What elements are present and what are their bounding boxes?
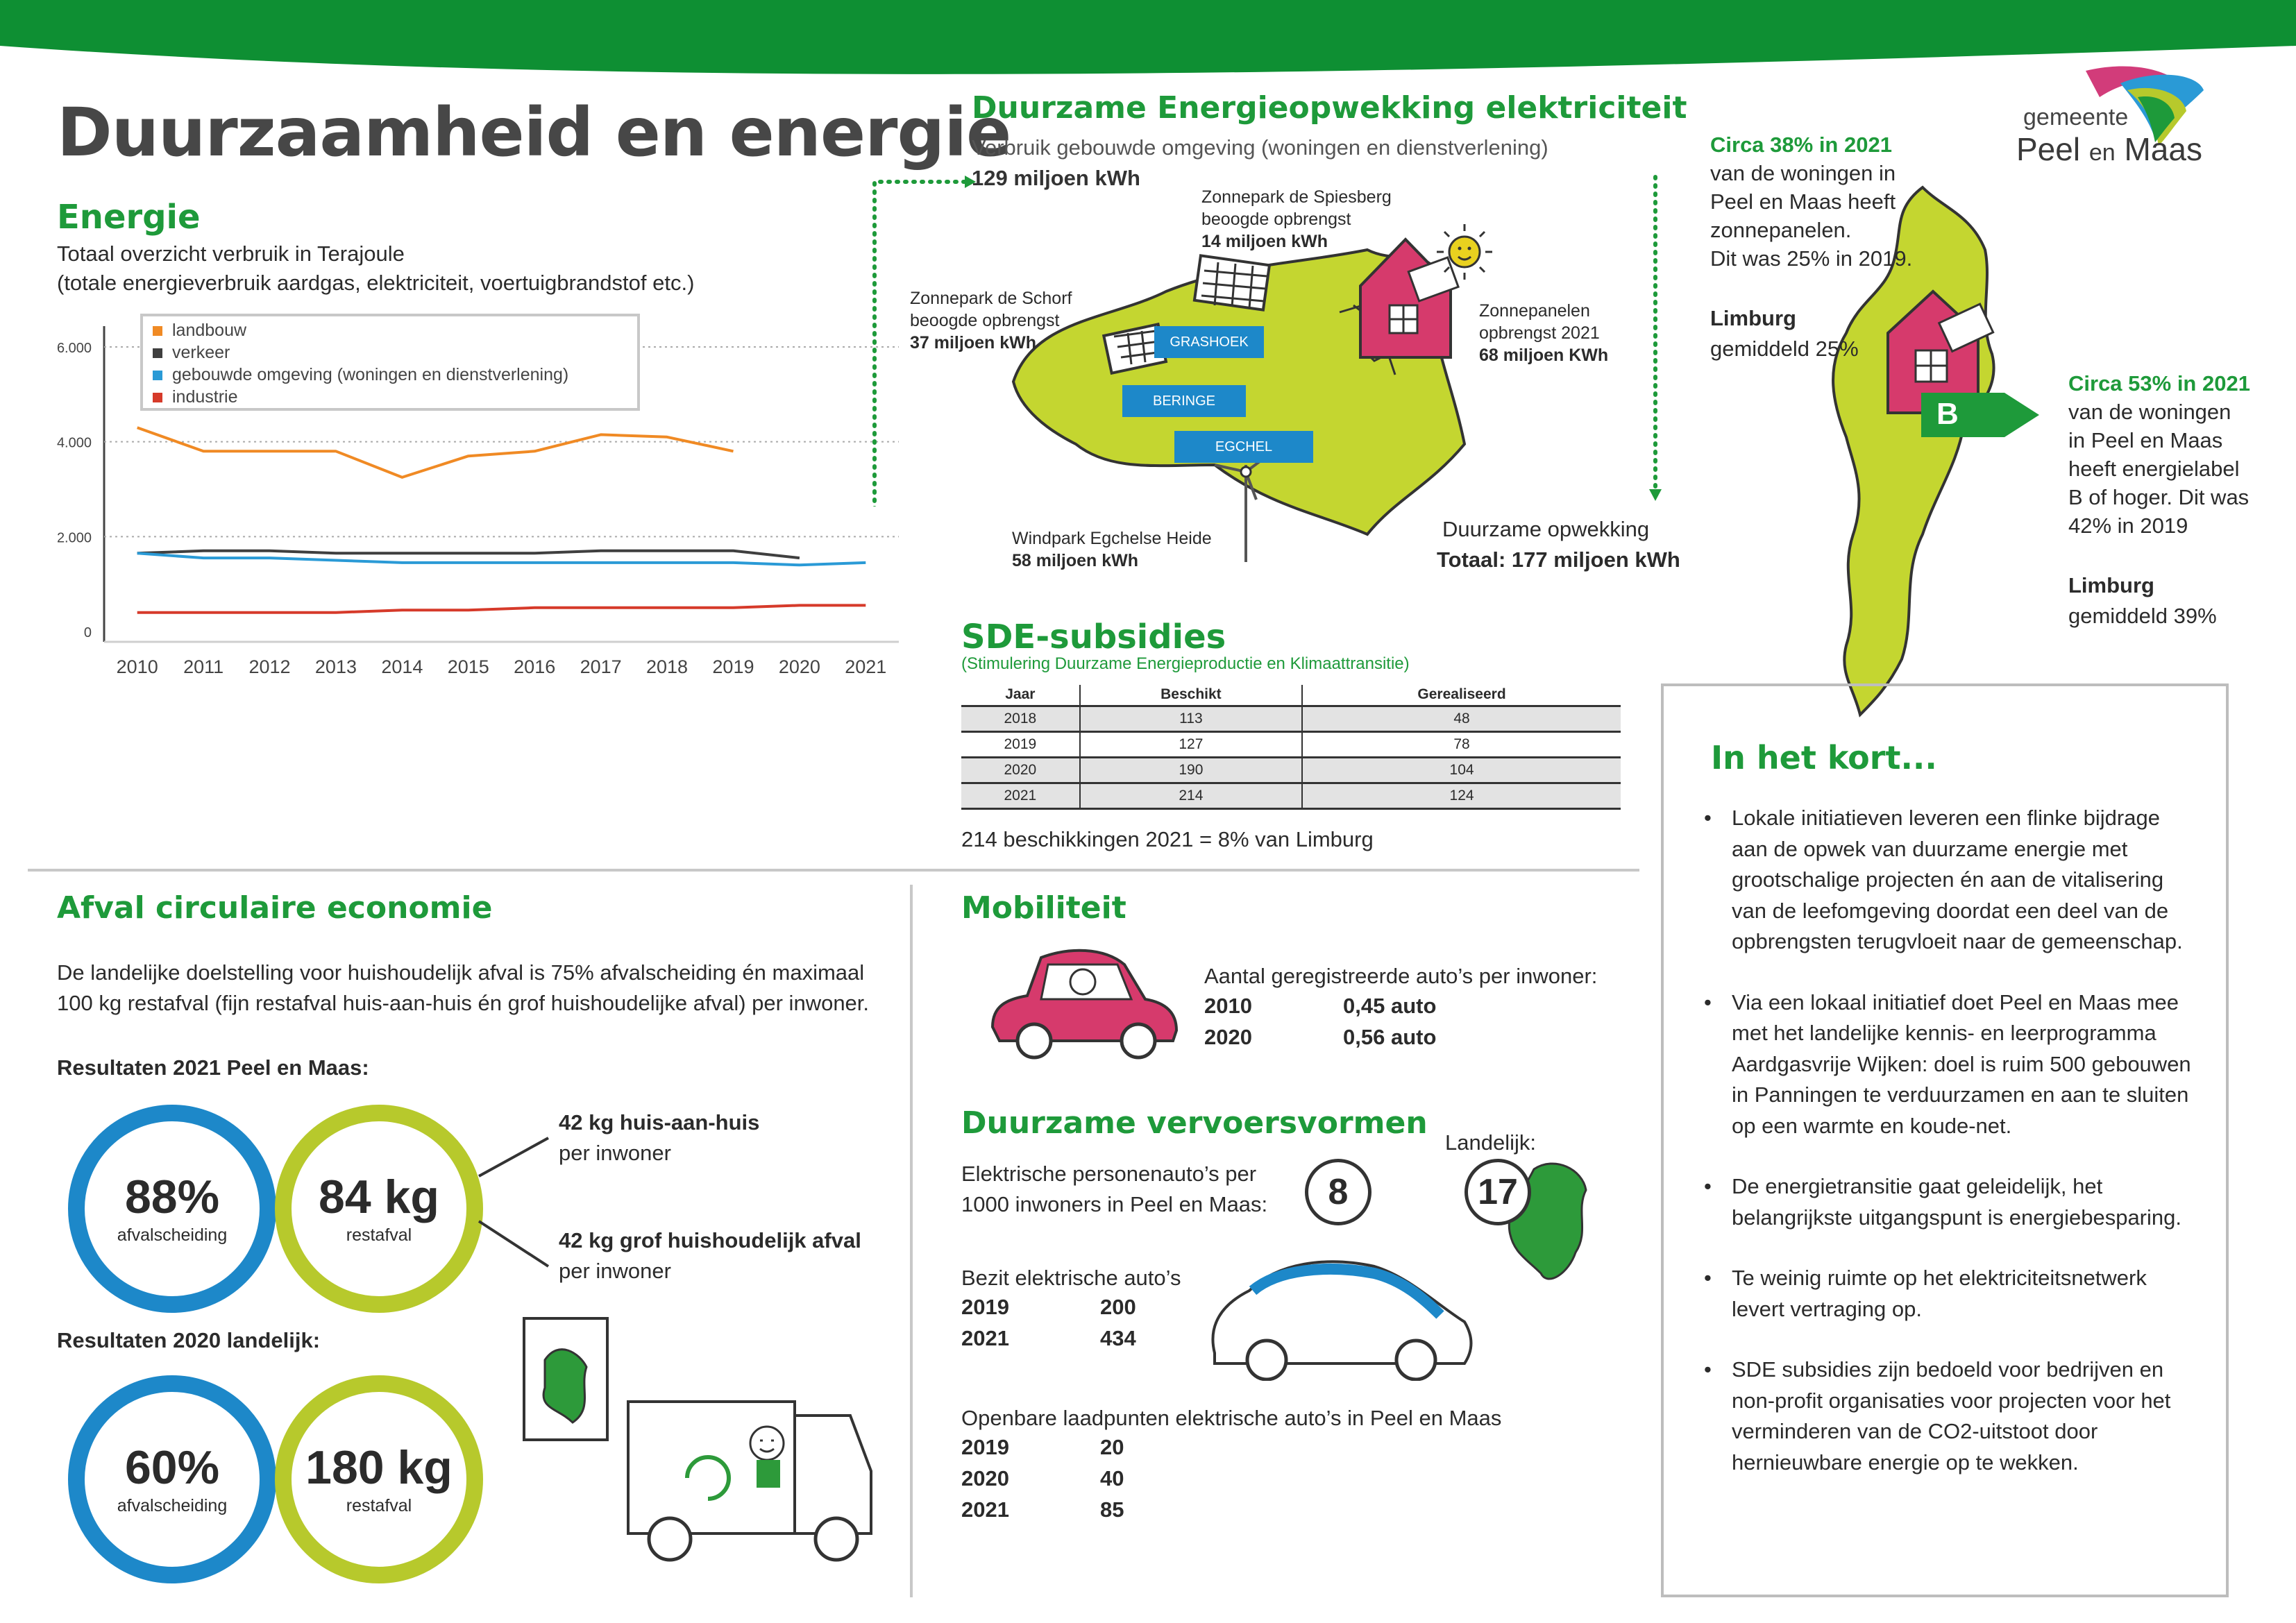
column-header: Gerealiseerd — [1302, 685, 1621, 706]
y-tick-label: 6.000 — [56, 341, 92, 356]
ring-value: 180 kg — [305, 1441, 453, 1494]
auto-year-2010: 2010 — [1204, 994, 1252, 1018]
table-cell: 2020 — [961, 757, 1080, 783]
laad-value-2019: 20 — [1100, 1435, 1124, 1459]
ev-national-count: 17 — [1464, 1159, 1531, 1225]
series-line-gebouwde — [137, 553, 866, 565]
sun-icon — [1433, 221, 1496, 283]
list-item: • De energietransitie gaat geleidelijk, het belangrijkste uitgangspunt is energiebesparing. — [1698, 1171, 2198, 1233]
energie-heading: Energie — [57, 198, 201, 237]
x-tick-label: 2011 — [183, 656, 224, 677]
sde-table-header — [961, 685, 1621, 706]
legend-item-gebouwde-omgeving: gebouwde omgeving (woningen en dienstverlening) — [153, 365, 568, 385]
auto-value-2020: 0,56 auto — [1343, 1025, 1437, 1049]
x-tick-label: 2016 — [514, 656, 556, 677]
legend-swatch — [153, 326, 162, 336]
table-cell: 104 — [1302, 757, 1621, 783]
energy-line-chart — [42, 305, 902, 694]
column-header: Beschikt — [1080, 685, 1302, 706]
vervoer-heading: Duurzame vervoersvormen — [961, 1105, 1428, 1141]
table-cell: 124 — [1302, 783, 1621, 808]
table-cell: 127 — [1080, 731, 1302, 757]
table-cell: 2018 — [961, 706, 1080, 731]
huis-aan-huis-info: 42 kg huis-aan-huis per inwoner — [559, 1110, 760, 1165]
energy-label-letter: B — [1936, 397, 1959, 431]
results-2020-label: Resultaten 2020 landelijk: — [57, 1328, 321, 1352]
auto-value-2010: 0,45 auto — [1343, 994, 1437, 1018]
table-cell: 190 — [1080, 757, 1302, 783]
x-tick-label: 2010 — [116, 656, 158, 677]
table-row — [961, 706, 1621, 731]
place-label-egchel: EGCHEL — [1174, 431, 1313, 463]
split-lines — [472, 1128, 562, 1287]
x-tick-label: 2014 — [381, 656, 423, 677]
landelijk-label: Landelijk: — [1445, 1130, 1536, 1155]
energy-label-badge — [1921, 393, 2039, 437]
mobiliteit-heading: Mobiliteit — [961, 890, 1126, 926]
x-tick-label: 2017 — [580, 656, 622, 677]
list-item: • Te weinig ruimte op het elektriciteitsnetwerk levert vertraging op. — [1698, 1263, 2198, 1325]
table-cell: 2021 — [961, 783, 1080, 808]
zonnepanelen-label: Zonnepanelen opbrengst 2021 68 miljoen KWh — [1479, 301, 1609, 365]
bezit-year-2019: 2019 — [961, 1295, 1009, 1319]
ring-pm-restafval — [275, 1105, 483, 1313]
kort-heading: In het kort... — [1711, 739, 1937, 776]
top-bar-curve — [0, 28, 2296, 90]
municipality-logo — [2016, 62, 2218, 173]
laadpunten-label: Openbare laadpunten elektrische auto’s in Peel en Maas — [961, 1406, 1502, 1430]
grof-afval-info: 42 kg grof huishoudelijk afval per inwoner — [559, 1228, 861, 1283]
table-cell: 2019 — [961, 731, 1080, 757]
zonnepanelen-info: Circa 38% in 2021 van de woningen in Peel en Maas heeft zonnepanelen. Dit was 25% in 2019. — [1710, 133, 1913, 271]
schorf-label: Zonnepark de Schorf beoogde opbrengst 37 miljoen kWh — [910, 289, 1072, 352]
legend-item-industrie: industrie — [153, 387, 238, 407]
laad-value-2020: 40 — [1100, 1466, 1124, 1490]
totaal-label: Duurzame opwekking — [1442, 517, 1650, 541]
series-line-landbouw — [137, 427, 734, 477]
list-item: • SDE subsidies zijn bedoeld voor bedrijven en non-profit organisaties voor projecten voor het verminderen van de CO2-uitstoot door hernieuwbare energie op te wekken. — [1698, 1354, 2198, 1478]
legend-swatch — [153, 371, 162, 380]
section-divider — [28, 869, 1639, 872]
bezit-label: Bezit elektrische auto’s — [961, 1266, 1181, 1290]
spiesberg-label: Zonnepark de Spiesberg beoogde opbrengst 14 miljoen kWh — [1201, 187, 1392, 251]
red-car-illustration — [986, 944, 1180, 1062]
ring-nl-afvalscheiding — [68, 1375, 276, 1583]
y-tick-label: 4.000 — [56, 435, 92, 451]
place-label-grashoek: GRASHOEK — [1154, 326, 1264, 358]
opwekking-heading: Duurzame Energieopwekking elektriciteit — [972, 90, 1687, 126]
recycling-truck-illustration — [510, 1311, 885, 1568]
sde-subtitle: (Stimulering Duurzame Energieproductie en Klimaattransitie) — [961, 654, 1410, 673]
afval-intro-2: 100 kg restafval (fijn restafval huis-aan-huis én grof huishoudelijke afval) per inwoner. — [57, 991, 870, 1015]
y-tick-label: 0 — [83, 625, 92, 640]
ring-nl-restafval — [275, 1375, 483, 1583]
laad-year-2019: 2019 — [961, 1435, 1009, 1459]
list-item: • Via een lokaal initiatief doet Peel en Maas mee met het landelijke kennis- en leerprogramma Aardgasvrije Wijken: doel is ruim 500 gebouwen in Panningen te verduurzamen en aan te sluiten op een warmte en koude-net. — [1698, 987, 2198, 1142]
table-row — [961, 731, 1621, 757]
ring-label: afvalscheiding — [117, 1225, 228, 1245]
limburg-label-info: Limburg gemiddeld 39% — [2068, 573, 2217, 628]
table-row — [961, 757, 1621, 783]
afval-intro-1: De landelijke doelstelling voor huishoudelijk afval is 75% afvalscheiding én maximaal — [57, 960, 865, 985]
sde-table — [961, 685, 1621, 810]
x-tick-label: 2018 — [646, 656, 689, 677]
legend-swatch — [153, 348, 162, 358]
ring-label: restafval — [346, 1496, 412, 1515]
municipality-map-illustration — [1006, 236, 1485, 562]
limburg-zon-info: Limburg gemiddeld 25% — [1710, 306, 1859, 361]
x-tick-label: 2013 — [314, 656, 357, 677]
legend-item-verkeer: verkeer — [153, 343, 230, 363]
bezit-year-2021: 2021 — [961, 1326, 1009, 1350]
energie-subtitle-1: Totaal overzicht verbruik in Terajoule — [57, 241, 405, 266]
sde-heading: SDE-subsidies — [961, 618, 1226, 656]
legend-swatch — [153, 393, 162, 402]
kort-list — [1698, 803, 2198, 1508]
verbruik-value: 129 miljoen kWh — [972, 166, 1140, 190]
logo-text-name: Peel en Maas — [2016, 131, 2202, 167]
ev-label: Elektrische personenauto’s per 1000 inwoners in Peel en Maas: — [961, 1162, 1268, 1216]
ring-value: 60% — [124, 1441, 220, 1494]
table-row — [961, 783, 1621, 808]
series-line-industrie — [137, 605, 866, 612]
chart-legend — [140, 314, 640, 411]
totaal-value: Totaal: 177 miljoen kWh — [1437, 547, 1680, 572]
place-label-beringe: BERINGE — [1122, 385, 1246, 417]
ring-label: restafval — [346, 1225, 412, 1245]
verbruik-label: Verbruik gebouwde omgeving (woningen en dienstverlening) — [972, 135, 1548, 160]
list-item: • Lokale initiatieven leveren een flinke bijdrage aan de opwek van duurzame energie met grootschalige projecten én aan de vitalisering van de leefomgeving doordat een deel van de opbrengsten terugvloeit naar de gemeenschap. — [1698, 803, 2198, 958]
x-tick-label: 2012 — [248, 656, 291, 677]
ring-value: 88% — [124, 1171, 220, 1223]
page-title: Duurzaamheid en energie — [57, 94, 1011, 171]
ring-pm-afvalscheiding — [68, 1105, 276, 1313]
x-tick-label: 2021 — [845, 656, 887, 677]
energie-subtitle-2: (totale energieverbruik aardgas, elektriciteit, voertuigbrandstof etc.) — [57, 271, 695, 295]
x-tick-label: 2015 — [447, 656, 489, 677]
energielabel-info: Circa 53% in 2021 van de woningen in Peel en Maas heeft energielabel B of hoger. Dit was 42% in 2019 — [2068, 371, 2250, 538]
table-cell: 214 — [1080, 783, 1302, 808]
table-cell: 78 — [1302, 731, 1621, 757]
x-tick-label: 2019 — [712, 656, 754, 677]
x-tick-label: 2020 — [778, 656, 820, 677]
bezit-value-2021: 434 — [1100, 1326, 1136, 1350]
column-header: Jaar — [961, 685, 1080, 706]
bezit-value-2019: 200 — [1100, 1295, 1136, 1319]
in-het-kort-panel — [1661, 683, 2229, 1597]
laad-year-2020: 2020 — [961, 1466, 1009, 1490]
results-2021-label: Resultaten 2021 Peel en Maas: — [57, 1055, 369, 1080]
sde-footnote: 214 beschikkingen 2021 = 8% van Limburg — [961, 827, 1374, 851]
legend-item-landbouw: landbouw — [153, 321, 246, 341]
y-tick-label: 2.000 — [56, 530, 92, 546]
column-divider — [910, 885, 913, 1597]
ring-label: afvalscheiding — [117, 1496, 228, 1515]
logo-text-gemeente: gemeente — [2023, 104, 2129, 130]
auto-label: Aantal geregistreerde auto’s per inwoner: — [1204, 964, 1598, 988]
table-cell: 113 — [1080, 706, 1302, 731]
table-cell: 48 — [1302, 706, 1621, 731]
laad-year-2021: 2021 — [961, 1497, 1009, 1522]
auto-year-2020: 2020 — [1204, 1025, 1252, 1049]
ev-local-count: 8 — [1305, 1159, 1371, 1225]
ring-value: 84 kg — [319, 1171, 439, 1223]
windpark-label: Windpark Egchelse Heide 58 miljoen kWh — [1012, 529, 1212, 570]
laad-value-2021: 85 — [1100, 1497, 1124, 1522]
afval-heading: Afval circulaire economie — [57, 890, 493, 926]
electric-car-illustration — [1201, 1249, 1478, 1381]
